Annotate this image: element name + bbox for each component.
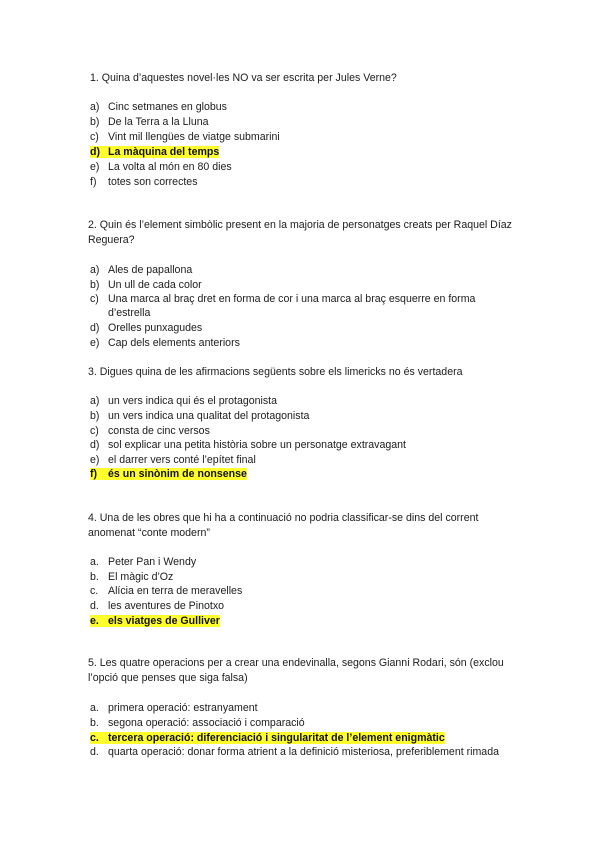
question-4-prompt-line2: anomenat “conte modern” <box>88 527 210 539</box>
q3-option-c: c) consta de cinc versos <box>90 425 210 437</box>
question-2-prompt-line2: Reguera? <box>88 234 135 246</box>
q3-option-e: e) el darrer vers conté l’epítet final <box>90 454 256 466</box>
question-5-prompt-line2: l’opció que penses que siga falsa) <box>88 672 248 684</box>
q4-option-e-correct: e. els viatges de Gulliver <box>90 615 220 627</box>
q3-option-f-correct: f) és un sinònim de nonsense <box>90 468 247 480</box>
q5-option-c-correct: c. tercera operació: diferenciació i singularitat de l’element enigmàtic <box>90 732 445 744</box>
q4-option-d: d. les aventures de Pinotxo <box>90 600 225 612</box>
q4-option-c: c. Alícia en terra de meravelles <box>90 585 243 597</box>
q2-option-c: c) Una marca al braç dret en forma de cor i una marca al braç esquerre en forma <box>90 293 476 305</box>
q1-option-d-correct: d) La màquina del temps <box>90 146 220 158</box>
q2-option-d: d) Orelles punxagudes <box>90 322 203 334</box>
q4-option-b: b. El màgic d’Oz <box>90 571 174 583</box>
q5-option-d: d. quarta operació: donar forma atrient a la definició misteriosa, preferiblement rimada <box>90 746 499 758</box>
q1-option-e: e) La volta al món en 80 dies <box>90 161 232 173</box>
q2-option-c-continuation: d’estrella <box>108 307 151 319</box>
q3-option-a: a) un vers indica qui és el protagonista <box>90 395 278 407</box>
question-4-prompt-line1: 4. Una de les obres que hi ha a continuació no podria classificar-se dins del corrent <box>88 512 479 524</box>
question-2-prompt-line1: 2. Quin és l’element simbòlic present en la majoria de personatges creats per Raquel Díaz <box>88 219 512 231</box>
q1-option-b: b) De la Terra a la Lluna <box>90 116 209 128</box>
question-3-prompt: 3. Digues quina de les afirmacions següents sobre els limericks no és vertadera <box>88 366 463 378</box>
q2-option-a: a) Ales de papallona <box>90 264 193 276</box>
question-5-prompt-line1: 5. Les quatre operacions per a crear una endevinalla, segons Gianni Rodari, són (exclou <box>88 657 504 669</box>
q1-option-c: c) Vint mil llengües de viatge submarini <box>90 131 280 143</box>
q2-option-b: b) Un ull de cada color <box>90 279 202 291</box>
question-1-prompt: 1. Quina d’aquestes novel·les NO va ser escrita per Jules Verne? <box>90 72 397 84</box>
q5-option-a: a. primera operació: estranyament <box>90 702 258 714</box>
q1-option-a: a) Cinc setmanes en globus <box>90 101 227 113</box>
q3-option-d: d) sol explicar una petita història sobre un personatge extravagant <box>90 439 406 451</box>
q2-option-e: e) Cap dels elements anteriors <box>90 337 240 349</box>
q1-option-f: f) totes son correctes <box>90 176 198 188</box>
q5-option-b: b. segona operació: associació i comparació <box>90 717 305 729</box>
q4-option-a: a. Peter Pan i Wendy <box>90 556 197 568</box>
q3-option-b: b) un vers indica una qualitat del protagonista <box>90 410 310 422</box>
